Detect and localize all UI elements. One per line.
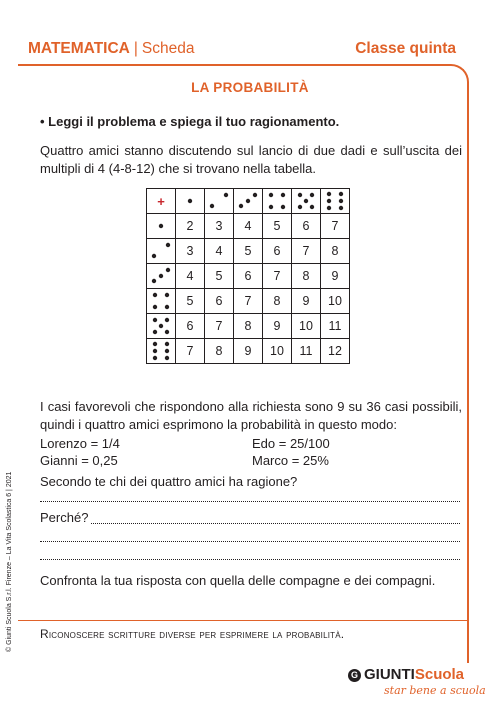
answer-edo: Edo = 25/100 [252,436,330,451]
table-cell-sum: 12 [321,339,350,364]
header-sheet: Scheda [141,40,195,57]
header-subject: MATEMATICA [28,40,130,57]
table-cell-sum: 6 [292,214,321,239]
die-face-3-icon [236,190,260,212]
table-cell-sum: 9 [263,314,292,339]
die-face-5-icon [149,315,173,337]
table-cell-sum: 8 [263,289,292,314]
column-header-die [292,189,321,214]
compare-text: Confronta la tua risposta con quella delle compagne e dei compagni. [40,573,436,588]
table-cell-sum: 8 [205,339,234,364]
why-line-3[interactable] [40,559,460,560]
why-line-2[interactable] [40,541,460,542]
header-grade: Classe quinta [355,40,456,57]
row-header-die [147,214,176,239]
die-face-1-icon [149,215,173,237]
table-cell-sum: 7 [263,264,292,289]
table-cell-sum: 6 [176,314,205,339]
column-header-die [263,189,292,214]
row-header-die [147,289,176,314]
footer-rule [18,620,467,621]
row-header-die [147,314,176,339]
table-cell-sum: 6 [234,264,263,289]
table-cell-sum: 11 [292,339,321,364]
column-header-die [234,189,263,214]
answer-marco: Marco = 25% [252,453,329,468]
table-cell-sum: 9 [292,289,321,314]
page-title: LA PROBABILITÀ [191,80,309,95]
column-header-die [176,189,205,214]
die-face-2-icon [207,190,231,212]
giunti-g-icon: G [348,669,361,682]
table-cell-sum: 8 [321,239,350,264]
die-face-4-icon [265,190,289,212]
column-header-die [205,189,234,214]
instruction: • Leggi il problema e spiega il tuo ragionamento. [40,114,340,129]
table-row [147,314,350,339]
table-cell-sum: 10 [321,289,350,314]
table-cell-sum: 5 [263,214,292,239]
table-cell-sum: 7 [234,289,263,314]
table-row [147,339,350,364]
table-corner-plus: + [147,189,176,214]
row-header-die [147,239,176,264]
die-face-2-icon [149,240,173,262]
die-face-1-icon [178,190,202,212]
table-cell-sum: 11 [321,314,350,339]
die-face-6-icon [323,190,347,212]
die-face-3-icon [149,265,173,287]
brand-logo [348,666,464,683]
table-row [147,239,350,264]
header-separator: | [133,40,138,57]
why-line-1[interactable] [40,523,460,524]
table-cell-sum: 8 [292,264,321,289]
brand-name-bold: GIUNTI [364,666,415,683]
answer-lorenzo: Lorenzo = 1/4 [40,436,120,451]
table-cell-sum: 4 [176,264,205,289]
dice-sum-table [146,188,350,364]
brand-tagline: star bene a scuola [384,684,486,697]
table-cell-sum: 5 [234,239,263,264]
die-face-6-icon [149,340,173,362]
header-left [28,40,195,58]
row-header-die [147,264,176,289]
die-face-5-icon [294,190,318,212]
table-cell-sum: 5 [176,289,205,314]
table-cell-sum: 3 [176,239,205,264]
explanation-text: I casi favorevoli che rispondono alla richiesta sono 9 su 36 casi possibili, quindi i quattro amici esprimono la probabilità in questo modo: [40,399,462,432]
side-credit: © Giunti Scuola S.r.l. Firenze – La Vita Scolastica 6 | 2021 [6,471,13,652]
table-cell-sum: 7 [292,239,321,264]
table-cell-sum: 9 [321,264,350,289]
row-header-die [147,339,176,364]
table-cell-sum: 7 [205,314,234,339]
table-cell-sum: 8 [234,314,263,339]
table-cell-sum: 6 [205,289,234,314]
table-row [147,214,350,239]
table-cell-sum: 7 [321,214,350,239]
table-cell-sum: 2 [176,214,205,239]
table-header-row [147,189,350,214]
table-cell-sum: 4 [234,214,263,239]
footer-objective: Riconoscere scritture diverse per esprimere la probabilità. [40,627,345,641]
table-cell-sum: 7 [176,339,205,364]
table-row [147,264,350,289]
table-row [147,289,350,314]
problem-text: Quattro amici stanno discutendo sul lancio di due dadi e sull’uscita dei multipli di 4 (4-8-12) che si trovano nella tabella. [40,143,462,176]
table-cell-sum: 5 [205,264,234,289]
table-cell-sum: 3 [205,214,234,239]
table-cell-sum: 6 [263,239,292,264]
table-cell-sum: 9 [234,339,263,364]
table-cell-sum: 10 [292,314,321,339]
answer-gianni: Gianni = 0,25 [40,453,118,468]
column-header-die [321,189,350,214]
answer-line-1[interactable] [40,501,460,502]
question-text: Secondo te chi dei quattro amici ha ragione? [40,474,298,489]
brand-name-accent: Scuola [414,666,465,683]
table-cell-sum: 4 [205,239,234,264]
table-cell-sum: 10 [263,339,292,364]
why-label: Perché? [40,510,91,525]
die-face-4-icon [149,290,173,312]
